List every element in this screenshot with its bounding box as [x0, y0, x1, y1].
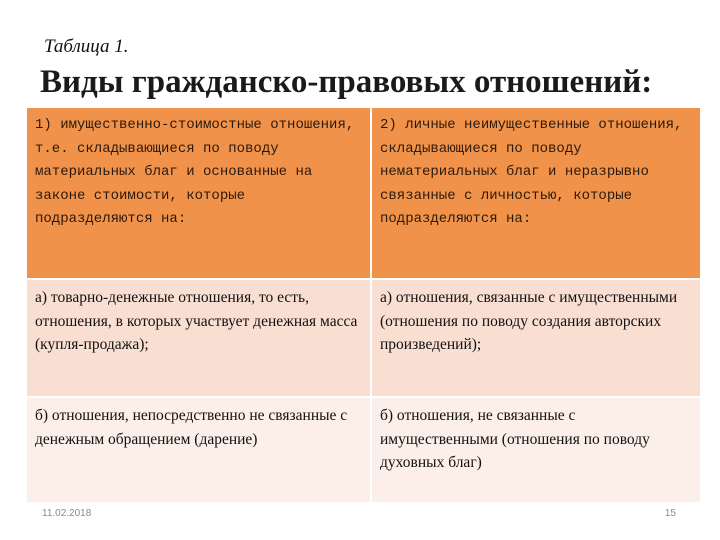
slide-number: 15	[664, 508, 676, 519]
table-row	[27, 279, 700, 397]
table-cell: б) отношения, непосредственно не связанные с денежным обращением (дарение)	[27, 397, 371, 502]
page-title: Виды гражданско-правовых отношений:	[40, 64, 653, 100]
slide-date: 11.02.2018	[42, 508, 92, 519]
table-header-row	[27, 108, 700, 279]
table-cell: б) отношения, не связанные с имущественными (отношения по поводу духовных благ)	[371, 397, 700, 502]
header-cell-property-relations: 1) имущественно-стоимостные отношения, т.е. складывающиеся по поводу материальных благ и основанные на законе стоимости, которые подразделяются на:	[27, 108, 371, 279]
table-cell: а) товарно-денежные отношения, то есть, отношения, в которых участвует денежная масса (купля-продажа);	[27, 279, 371, 397]
table-cell: а) отношения, связанные с имущественными (отношения по поводу создания авторских произведений);	[371, 279, 700, 397]
header-cell-personal-relations: 2) личные неимущественные отношения, складывающиеся по поводу нематериальных благ и неразрывно связанные с личностью, которые подразделяются на:	[371, 108, 700, 279]
relations-table	[27, 108, 700, 502]
table-caption: Таблица 1.	[44, 36, 129, 57]
table-row	[27, 397, 700, 502]
